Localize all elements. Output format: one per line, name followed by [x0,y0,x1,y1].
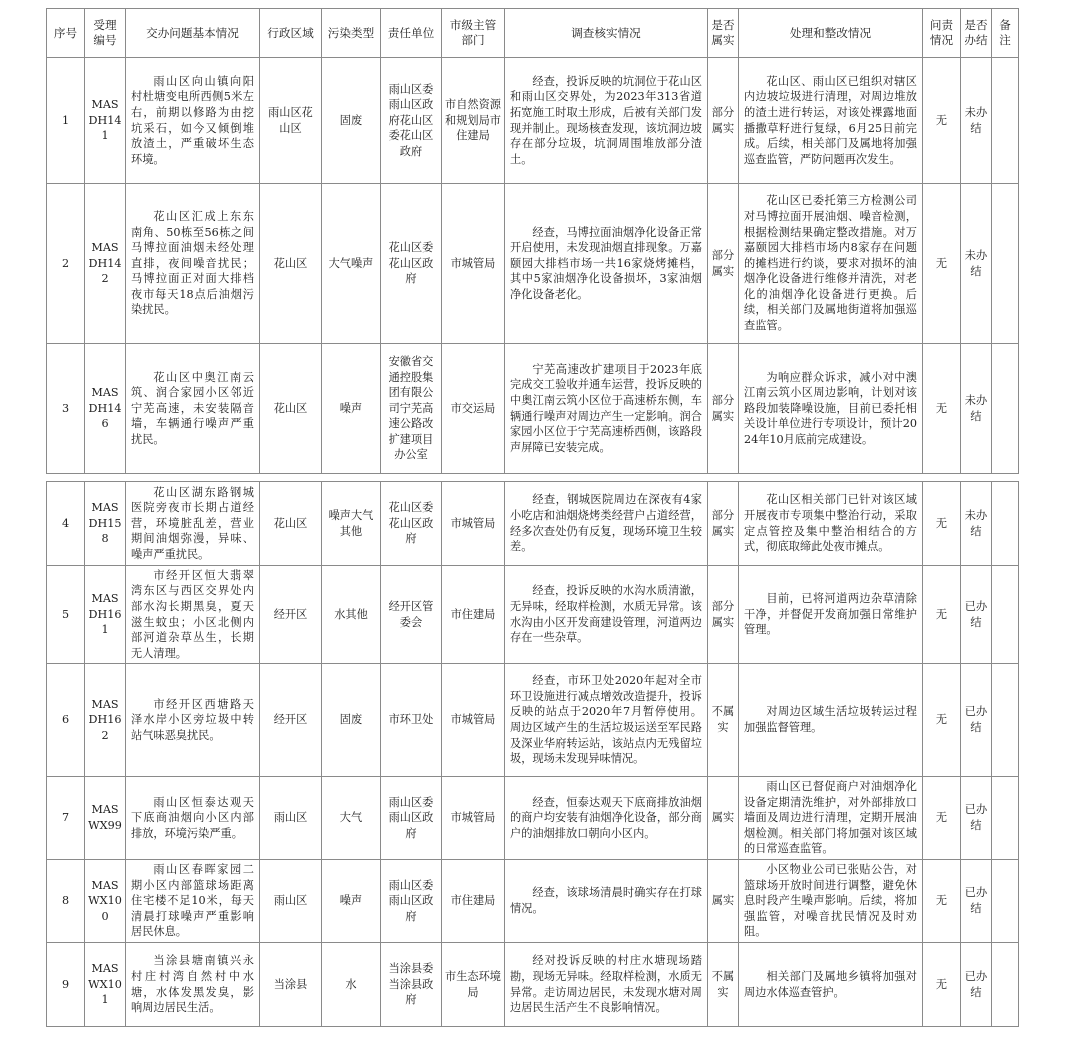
cell-no: 5 [47,566,85,664]
cell-pollution: 固废 [322,58,381,184]
cell-dept: 市住建局 [442,566,505,664]
cell-note [992,344,1019,474]
cell-region: 当涂县 [260,943,322,1027]
cell-region: 雨山区 [260,777,322,860]
cell-true: 部分属实 [708,58,739,184]
cell-done: 未办结 [961,344,992,474]
cell-account: 无 [923,860,961,943]
cell-basic: 雨山区春晖家园二期小区内部篮球场距离住宅楼不足10米，每天清晨打球噪声严重影响居民休息。 [126,860,260,943]
cell-pollution: 噪声 [322,344,381,474]
cell-check: 经对投诉反映的村庄水塘现场踏勘，现场无异味。经取样检测，水质无异常。走访周边居民，未发现水塘对周边居民生活产生不良影响情况。 [505,943,708,1027]
cell-note [992,777,1019,860]
cell-id: MASDH162 [85,664,126,777]
cell-account: 无 [923,943,961,1027]
cell-unit: 雨山区委雨山区政府 [381,860,442,943]
cell-true: 不属实 [708,943,739,1027]
table-row [47,344,1019,474]
table-row [47,566,1019,664]
cell-unit: 当涂县委当涂县政府 [381,943,442,1027]
cell-done: 未办结 [961,58,992,184]
cell-true: 属实 [708,777,739,860]
cell-pollution: 噪声 [322,860,381,943]
header-dept: 市级主管部门 [442,9,505,58]
cell-dept: 市城管局 [442,184,505,344]
cell-handle: 花山区、雨山区已组织对辖区内边坡垃圾进行清理，对周边堆放的渣土进行转运，对该处裸露地面播撒草籽进行复绿，6月25日前完成。后续，相关部门及属地将加强巡查监管，严防问题再次发生。 [739,58,923,184]
cell-done: 已办结 [961,860,992,943]
cell-id: MASWX100 [85,860,126,943]
header-row [47,9,1019,58]
cell-dept: 市城管局 [442,777,505,860]
cell-id: MASDH158 [85,482,126,566]
cell-handle: 花山区已委托第三方检测公司对马博拉面开展油烟、噪音检测，根据检测结果确定整改措施。对万嘉颐园大排档市场内8家存在问题的摊档进行约谈，要求对损坏的油烟净化设备进行维修并清洗，对老化的油烟净化设备进行更换。后续，相关部门及属地街道将加强巡查监管。 [739,184,923,344]
cell-true: 属实 [708,860,739,943]
cell-id: MASDH146 [85,344,126,474]
cell-handle: 为响应群众诉求，减小对中澳江南云筑小区周边影响，计划对该路段加装降噪设施，目前已委托相关设计单位进行专项设计，预计2024年10月底前完成建设。 [739,344,923,474]
cell-no: 4 [47,482,85,566]
cell-note [992,860,1019,943]
cell-region: 花山区 [260,482,322,566]
cell-account: 无 [923,58,961,184]
cell-check: 经查，市环卫处2020年起对全市环卫设施进行减点增效改造提升，投诉反映的站点于2020年7月暂停使用。周边区域产生的生活垃圾运送至军民路及深业华府转运站，该站点内无残留垃圾，现场未发现异味情况。 [505,664,708,777]
cell-done: 已办结 [961,664,992,777]
cell-dept: 市住建局 [442,860,505,943]
table-row [47,58,1019,184]
cell-no: 6 [47,664,85,777]
cell-id: MASDH161 [85,566,126,664]
complaint-table-bottom [46,481,1019,1027]
cell-no: 9 [47,943,85,1027]
cell-basic: 花山区中奥江南云筑、润合家园小区邻近宁芜高速，未安装隔音墙，车辆通行噪声严重扰民。 [126,344,260,474]
cell-no: 7 [47,777,85,860]
header-true: 是否属实 [708,9,739,58]
cell-note [992,664,1019,777]
cell-unit: 雨山区委雨山区政府花山区委花山区政府 [381,58,442,184]
cell-basic: 市经开区西塘路天泽水岸小区旁垃圾中转站气味恶臭扰民。 [126,664,260,777]
cell-id: MASDH142 [85,184,126,344]
cell-account: 无 [923,184,961,344]
cell-dept: 市城管局 [442,482,505,566]
cell-unit: 花山区委花山区政府 [381,482,442,566]
cell-id: MASWX101 [85,943,126,1027]
cell-done: 未办结 [961,184,992,344]
cell-note [992,943,1019,1027]
cell-done: 已办结 [961,777,992,860]
cell-check: 经查，恒泰达观天下底商排放油烟的商户均安装有油烟净化设备，部分商户的油烟排放口朝向小区内。 [505,777,708,860]
header-handle: 处理和整改情况 [739,9,923,58]
cell-dept: 市交运局 [442,344,505,474]
cell-note [992,482,1019,566]
cell-region: 雨山区花山区 [260,58,322,184]
cell-pollution: 固废 [322,664,381,777]
cell-unit: 花山区委花山区政府 [381,184,442,344]
cell-region: 经开区 [260,566,322,664]
cell-no: 2 [47,184,85,344]
cell-pollution: 水其他 [322,566,381,664]
cell-basic: 雨山区向山镇向阳村杜塘变电所西侧5米左右，前期以修路为由挖坑采石，如今又倾倒堆放渣土，严重破坏生态环境。 [126,58,260,184]
table-row [47,482,1019,566]
cell-check: 经查，钢城医院周边在深夜有4家小吃店和油烟烧烤类经营户占道经营，经多次查处仍有反复，现场环境卫生较差。 [505,482,708,566]
cell-note [992,566,1019,664]
cell-handle: 目前，已将河道两边杂草清除干净，并督促开发商加强日常维护管理。 [739,566,923,664]
cell-check: 经查，马博拉面油烟净化设备正常开启使用，未发现油烟直排现象。万嘉颐园大排档市场一共16家烧烤摊档，其中5家油烟净化设备损坏，3家油烟净化设备老化。 [505,184,708,344]
cell-id: MASWX99 [85,777,126,860]
cell-dept: 市生态环境局 [442,943,505,1027]
cell-account: 无 [923,664,961,777]
cell-check: 经查，该球场清晨时确实存在打球情况。 [505,860,708,943]
header-note: 备注 [992,9,1019,58]
header-account: 问责情况 [923,9,961,58]
cell-region: 花山区 [260,184,322,344]
header-no: 序号 [47,9,85,58]
header-pollution: 污染类型 [322,9,381,58]
cell-unit: 市环卫处 [381,664,442,777]
header-done: 是否办结 [961,9,992,58]
cell-true: 不属实 [708,664,739,777]
cell-account: 无 [923,566,961,664]
cell-handle: 相关部门及属地乡镇将加强对周边水体巡查管护。 [739,943,923,1027]
cell-region: 花山区 [260,344,322,474]
cell-note [992,58,1019,184]
cell-no: 8 [47,860,85,943]
header-id: 受理编号 [85,9,126,58]
cell-region: 经开区 [260,664,322,777]
complaint-table-top [46,8,1019,474]
table-row [47,943,1019,1027]
header-basic: 交办问题基本情况 [126,9,260,58]
cell-handle: 雨山区已督促商户对油烟净化设备定期清洗维护，对外部排放口墙面及周边进行清理，定期开展油烟检测。相关部门将加强对该区域的日常巡查监管。 [739,777,923,860]
cell-check: 经查，投诉反映的水沟水质清澈，无异味，经取样检测，水质无异常。该水沟由小区开发商建设管理，河道两边存在一些杂草。 [505,566,708,664]
cell-account: 无 [923,482,961,566]
cell-basic: 花山区汇成上东东南角、50栋至56栋之间马博拉面油烟未经处理直排，夜间噪音扰民；马博拉面正对面大排档夜市每天18点后油烟污染扰民。 [126,184,260,344]
header-check: 调查核实情况 [505,9,708,58]
cell-true: 部分属实 [708,482,739,566]
table-row [47,860,1019,943]
cell-no: 1 [47,58,85,184]
cell-true: 部分属实 [708,344,739,474]
cell-account: 无 [923,344,961,474]
cell-account: 无 [923,777,961,860]
cell-basic: 花山区湖东路钢城医院旁夜市长期占道经营，环境脏乱差，营业期间油烟弥漫，异味、噪声严重扰民。 [126,482,260,566]
cell-true: 部分属实 [708,184,739,344]
cell-no: 3 [47,344,85,474]
cell-dept: 市自然资源和规划局市住建局 [442,58,505,184]
cell-basic: 雨山区恒泰达观天下底商油烟向小区内部排放，环境污染严重。 [126,777,260,860]
cell-check: 宁芜高速改扩建项目于2023年底完成交工验收并通车运营，投诉反映的中奥江南云筑小区位于高速桥东侧，车辆通行噪声对周边产生一定影响。润合家园小区位于宁芜高速桥西侧，该路段声屏障已安装完成。 [505,344,708,474]
cell-unit: 雨山区委雨山区政府 [381,777,442,860]
cell-check: 经查，投诉反映的坑洞位于花山区和雨山区交界处，为2023年313省道拓宽施工时取土形成，后被有关部门发现并制止。现场核查发现，该坑洞边坡存在部分垃圾，坑洞周围堆放部分渣土。 [505,58,708,184]
header-region: 行政区域 [260,9,322,58]
cell-handle: 对周边区域生活垃圾转运过程加强监督管理。 [739,664,923,777]
cell-done: 已办结 [961,566,992,664]
table-row [47,777,1019,860]
cell-true: 部分属实 [708,566,739,664]
table-row [47,184,1019,344]
cell-unit: 安徽省交通控股集团有限公司宁芜高速公路改扩建项目办公室 [381,344,442,474]
cell-pollution: 水 [322,943,381,1027]
cell-basic: 当涂县塘南镇兴永村庄村湾自然村中水塘，水体发黑发臭，影响周边居民生活。 [126,943,260,1027]
cell-pollution: 大气噪声 [322,184,381,344]
header-unit: 责任单位 [381,9,442,58]
cell-note [992,184,1019,344]
cell-unit: 经开区管委会 [381,566,442,664]
cell-id: MASDH141 [85,58,126,184]
cell-pollution: 噪声大气其他 [322,482,381,566]
cell-done: 已办结 [961,943,992,1027]
cell-handle: 小区物业公司已张贴公告，对篮球场开放时间进行调整，避免休息时段产生噪声影响。后续，将加强监管，对噪音扰民情况及时劝阻。 [739,860,923,943]
cell-dept: 市城管局 [442,664,505,777]
table-row [47,664,1019,777]
cell-handle: 花山区相关部门已针对该区域开展夜市专项集中整治行动，采取定点管控及集中整治相结合的方式，彻底取缔此处夜市摊点。 [739,482,923,566]
cell-pollution: 大气 [322,777,381,860]
cell-basic: 市经开区恒大翡翠湾东区与西区交界处内部水沟长期黑臭，夏天滋生蚊虫；小区北侧内部河道杂草丛生，长期无人清理。 [126,566,260,664]
cell-region: 雨山区 [260,860,322,943]
cell-done: 未办结 [961,482,992,566]
